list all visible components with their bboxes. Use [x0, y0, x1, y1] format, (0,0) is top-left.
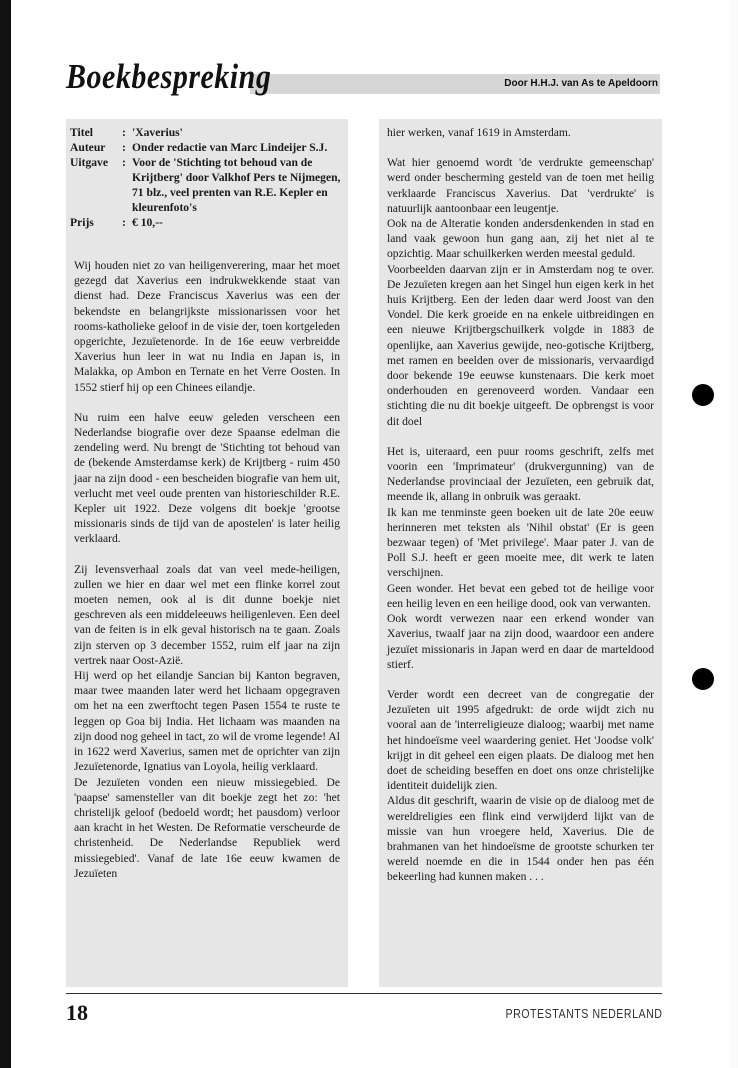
- detail-key: Uitgave: [70, 156, 108, 169]
- punch-hole: [692, 668, 714, 690]
- detail-row: [70, 140, 344, 155]
- page-number: 18: [66, 1000, 88, 1025]
- article-paragraph: Ook wordt verwezen naar een erkend wonder van Xaverius, twaalf jaar na zijn dood, waardoor een andere jezuïet missionaris in Japan werd en daar de marteldood stierf.: [387, 612, 654, 671]
- article-paragraph: Voorbeelden daarvan zijn er in Amsterdam nog te over. De Jezuïeten kregen aan het Singel hun eigen kerk in het huis Krijtberg. Een der leden daar werd Joost van den Vondel. Die kerk groeide en na enkele uitbreidingen en een nieuwe Krijtbergschuilkerk volgde in 1883 de openlijke, aan Xaverius gewijde, neo-gotische Krijtberg, met ramen en beelden over de missionaris, vervaardigd door bekende 19e eeuwse kunstenaars. Die kerk moet onderhouden en gerenoveerd worden. Vandaar een stichting die nu dit boekje uitgeeft. De opbrengst is voor dit doel: [387, 262, 654, 428]
- detail-row: [70, 215, 344, 230]
- detail-colon: :: [122, 216, 126, 229]
- detail-value: € 10,--: [132, 216, 163, 229]
- detail-row: [70, 155, 344, 215]
- detail-key: Auteur: [70, 141, 106, 154]
- detail-key: Titel: [70, 126, 93, 139]
- article-paragraph: Het is, uiteraard, een puur rooms geschrift, zelfs met voorin een 'Imprimateur' (drukvergunning) van de Nederlandse provinciaal der Jezuïeten, een gebruik dat, meende ik, allang in onbruik was geraakt.: [387, 444, 654, 504]
- detail-key: Prijs: [70, 216, 94, 229]
- page-right-edge: [730, 0, 738, 1068]
- article-paragraph: Aldus dit geschrift, waarin de visie op de dialoog met de wereldreligies een flink eind verwijderd lijkt van de missie van hun vroegere held, Xaverius. Die de brahmanen van het hindoeïsme de grootste schurken ter wereld noemde en die in 1544 onder hen pas één bekeerling had kunnen maken . . .: [387, 794, 654, 884]
- right-column: [379, 119, 662, 987]
- detail-value: Voor de 'Stichting tot behoud van de Krijtberg' door Valkhof Pers te Nijmegen, 71 blz., veel prenten van R.E. Kepler en kleurenfoto's: [132, 156, 341, 214]
- article-paragraph: Wat hier genoemd wordt 'de verdrukte gemeenschap' werd onder bescherming gesteld van de toen met heilig verklaarde Franciscus Xaverius. Dat 'verdrukte' is natuurlijk aantoonbaar een leugentje.: [387, 156, 654, 215]
- article-paragraph: De Jezuïeten vonden een nieuw missiegebied. De 'paapse' samensteller van dit boekje zegt het zo: 'het christelijk geloof (bedoeld wordt; het pausdom) verloor aan kracht in het Westen. De Reformatie verscheurde de christenheid. De Nederlandse Republiek werd missiegebied'. Vanaf de late 16e eeuw kwamen de Jezuïeten: [74, 775, 340, 880]
- byline: Door H.H.J. van As te Apeldoorn: [504, 78, 658, 89]
- article-paragraph: hier werken, vanaf 1619 in Amsterdam.: [387, 126, 571, 139]
- article-paragraph: Geen wonder. Het bevat een gebed tot de heilige voor een heilig leven en een heilige dood, ook van verwanten.: [387, 581, 654, 610]
- detail-value: Onder redactie van Marc Lindeijer S.J.: [132, 141, 328, 154]
- article-paragraph: Ik kan me tenminste geen boeken uit de late 20e eeuw herinneren met teksten als 'Nihil obstat' (Er is geen bezwaar tegen) of 'Met privilege'. Maar pater J. van de Poll S.J. heeft er geen moeite mee, dit werk te laten verschijnen.: [387, 505, 654, 580]
- detail-colon: :: [122, 126, 126, 139]
- magazine-name: PROTESTANTS NEDERLAND: [504, 1006, 662, 1021]
- section-title: Boekbespreking: [66, 58, 272, 96]
- article-paragraph: Zij levensverhaal zoals dat van veel mede-heiligen, zullen we hier en daar wel met een flinke korrel zout moeten nemen, ook al is dit dunne boekje niet geschreven als een middeleeuws heiligenleven. Een deel van de feiten is in elk geval historisch na te gaan. Zoals zijn sterven op 3 december 1552, ruim elf jaar na zijn vertrek naar Oost-Azië.: [74, 562, 340, 667]
- punch-hole: [692, 384, 714, 406]
- article-paragraph: Verder wordt een decreet van de congregatie der Jezuïeten uit 1995 afgedrukt: de orde wijdt zich nu vooral aan de 'interreligieuze dialoog; waarbij met name het hindoeïsme veel waardering geniet. Het 'Joodse volk' krijgt in dit geheel een eigen plaats. De dialoog met hen doet de scheiding beseffen en doet ons onze christelijke identiteit duidelijk zien.: [387, 687, 654, 793]
- book-details: [70, 125, 344, 230]
- article-paragraph: Wij houden niet zo van heiligenverering, maar het moet gezegd dat Xaverius een indrukwekkende staat van dienst had. Deze Franciscus Xaverius was een der bekendste en belangrijkste missionarissen voor het rooms-katholieke geloof in de visie der, toen kortgeleden opgerichte, Jezuïetenorde. In de 16e eeuw verbreidde Xaverius hun leer in wat nu India en Japan is, in Malakka, op Ambon en Ternate en het Verre Oosten. In 1552 stierf hij op een Chinees eilandje.: [74, 259, 340, 394]
- article-paragraph: Hij werd op het eilandje Sancian bij Kanton begraven, maar twee maanden later werd het lichaam opgegraven om het na een zwerftocht tegen Pasen 1554 te ruste te leggen op Goa bij India. Het lichaam was maanden na zijn dood nog geheel in tact, zo wil de vrome legende! Al in 1622 werd Xaverius, samen met de oprichter van zijn Jezuïetenorde, Ignatius van Loyola, heilig verklaard.: [74, 669, 340, 774]
- article-paragraph: Ook na de Alteratie konden andersdenkenden in stad en land vaak gewoon hun gang aan, zij het niet al te opzichtig. Maar schuilkerken werden meestal geduld.: [387, 217, 654, 261]
- left-column: [66, 119, 348, 987]
- article-paragraph: Nu ruim een halve eeuw geleden verscheen een Nederlandse biografie over deze Spaanse edelman die zendeling werd. Nu brengt de 'Stichting tot behoud van de (bekende Amsterdamse kerk) de Krijtberg - ruim 450 jaar na zijn dood - een bescheiden biografie van hem uit, verlucht met veel oude prenten van historieschilder R.E. Kepler uit 1922. Deze volgens dit boekje 'grootse missionaris sinds de tijd van de apostelen' is later heilig verklaard.: [74, 410, 340, 546]
- detail-row: [70, 125, 344, 140]
- page-edge-bar: [0, 0, 11, 1068]
- detail-colon: :: [122, 141, 126, 154]
- detail-value: 'Xaverius': [132, 126, 183, 139]
- detail-colon: :: [122, 156, 126, 169]
- footer-rule: [66, 993, 662, 994]
